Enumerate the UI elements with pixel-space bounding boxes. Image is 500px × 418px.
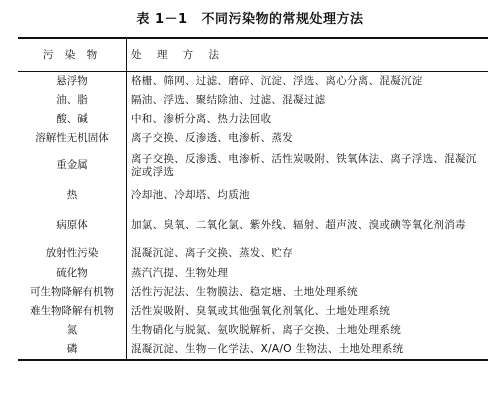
header-treatment-method: 处 理 方 法	[131, 48, 226, 61]
table-header-row	[18, 38, 488, 72]
table-caption	[0, 8, 500, 27]
table-title: 不同污染物的常规处理方法	[201, 12, 364, 27]
table-row	[18, 148, 488, 184]
pollutant-cell: 病原体	[18, 208, 127, 244]
table-number: 表 1－1	[136, 12, 188, 27]
method-cell: 蒸汽汽提、生物处理	[131, 266, 229, 279]
table-row	[18, 72, 488, 91]
method-cell: 离子交换、反渗透、电渗析、活性炭吸附、铁氧体法、离子浮选、混凝沉淀或浮选	[131, 152, 477, 178]
table-row	[18, 110, 488, 129]
pollutant-cell: 热	[18, 184, 127, 208]
table-row	[18, 283, 488, 302]
pollutant-cell: 难生物降解有机物	[18, 302, 127, 321]
pollutant-cell: 悬浮物	[18, 72, 127, 91]
method-cell: 离子交换、反渗透、电渗析、蒸发	[131, 131, 293, 144]
header-pollutant: 污 染 物	[18, 38, 127, 72]
method-cell: 混凝沉淀、生物－化学法、X/A/O 生物法、土地处理系统	[131, 342, 404, 355]
table-row	[18, 264, 488, 283]
pollutant-cell: 酸、碱	[18, 110, 127, 129]
table-row	[18, 129, 488, 148]
pollutant-cell: 磷	[18, 340, 127, 360]
table-row	[18, 340, 488, 360]
table-row	[18, 208, 488, 244]
method-cell: 加氯、臭氧、二氧化氯、紫外线、辐射、超声波、溴或碘等氧化剂消毒	[131, 219, 466, 231]
pollutant-cell: 油、脂	[18, 91, 127, 110]
pollutant-cell: 氮	[18, 321, 127, 340]
table-row	[18, 302, 488, 321]
table-row	[18, 244, 488, 264]
table-row	[18, 321, 488, 340]
table-row	[18, 184, 488, 208]
method-cell: 活性污泥法、生物膜法、稳定塘、土地处理系统	[131, 285, 358, 298]
method-cell: 中和、渗析分离、热力法回收	[131, 112, 272, 125]
pollutant-cell: 放射性污染	[18, 244, 127, 264]
method-cell: 隔油、浮选、聚结除油、过滤、混凝过滤	[131, 93, 326, 106]
pollutant-treatment-table	[18, 37, 488, 361]
pollutant-cell: 重金属	[18, 148, 127, 184]
method-cell: 格栅、筛网、过滤、磨碎、沉淀、浮选、离心分离、混凝沉淀	[131, 74, 423, 87]
pollutant-cell: 溶解性无机固体	[18, 129, 127, 148]
method-cell: 活性炭吸附、臭氧或其他强氧化剂氧化、土地处理系统	[131, 304, 391, 317]
pollutant-cell: 硫化物	[18, 264, 127, 283]
pollutant-cell: 可生物降解有机物	[18, 283, 127, 302]
method-cell: 冷却池、冷却塔、均质池	[131, 189, 250, 201]
table-row	[18, 91, 488, 110]
method-cell: 混凝沉淀、离子交换、蒸发、贮存	[131, 247, 293, 259]
method-cell: 生物硝化与脱氮、氨吹脱解析、离子交换、土地处理系统	[131, 323, 401, 336]
